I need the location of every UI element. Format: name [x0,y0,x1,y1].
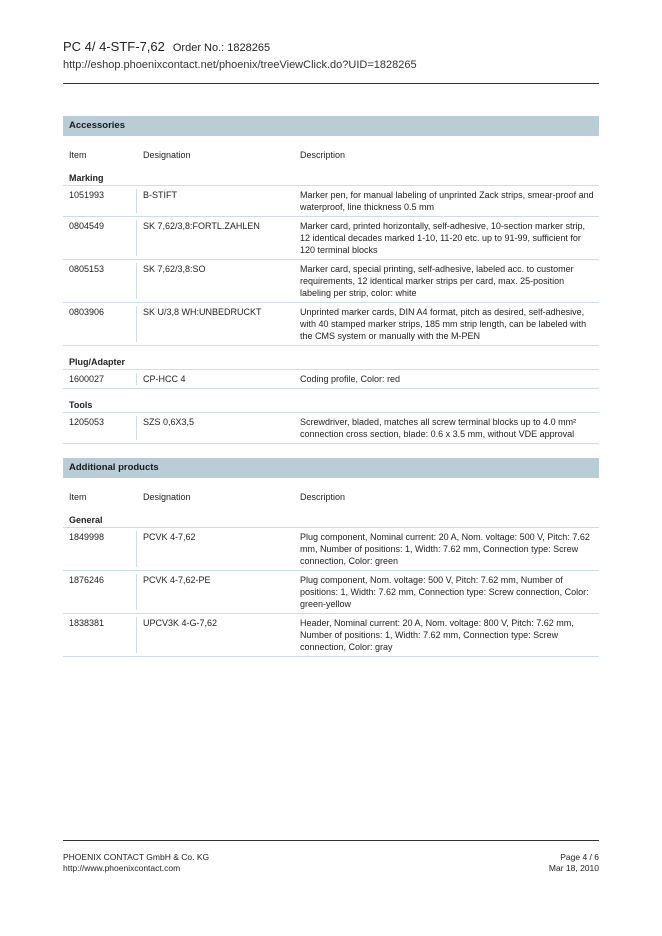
footer-date: Mar 18, 2010 [548,863,599,873]
title-line [63,38,599,57]
additional-groups [63,513,599,657]
row-item-number: 1849998 [63,531,137,567]
group-title: General [63,513,599,528]
table-row [63,217,599,260]
table-row [63,528,599,571]
section-additional-title: Additional products [63,458,599,478]
row-item-number: 1876246 [63,574,137,610]
row-item-number: 1600027 [63,373,137,385]
column-item: Item [69,150,87,160]
row-designation: CP-HCC 4 [143,374,186,384]
row-designation: SK 7,62/3,8:SO [143,264,206,274]
column-designation: Designation [143,492,191,502]
column-designation: Designation [143,150,191,160]
group-title: Marking [63,171,599,186]
table-row [63,260,599,303]
footer-website[interactable]: http://www.phoenixcontact.com [63,863,181,873]
order-number: Order No.: 1828265 [172,42,271,54]
table-row [63,370,599,389]
row-designation: PCVK 4-7,62-PE [143,575,211,585]
page-header [63,38,599,72]
row-item-number: 1205053 [63,416,137,440]
row-description: Header, Nominal current: 20 A, Nom. voltage: 800 V, Pitch: 7.62 mm, Number of positions: 1, Width: 7.62 mm, Connection type: Screw connection, Color: gray [300,618,574,652]
content [63,116,599,657]
row-designation: UPCV3K 4-G-7,62 [143,618,218,628]
row-description: Plug component, Nominal current: 20 A, Nom. voltage: 500 V, Pitch: 7.62 mm, Number of positions: 1, Width: 7.62 mm, Connection type: Screw connection, Color: green [300,532,590,566]
row-designation: PCVK 4-7,62 [143,532,196,542]
group-title: Plug/Adapter [63,355,599,370]
footer-company: PHOENIX CONTACT GmbH & Co. KG [63,852,210,862]
row-designation: SZS 0,6X3,5 [143,417,195,427]
table-row [63,413,599,444]
table-row [63,186,599,217]
row-designation: SK U/3,8 WH:UNBEDRUCKT [143,307,262,317]
row-description: Unprinted marker cards, DIN A4 format, pitch as desired, self-adhesive, with 40 stamped marker strips, 185 mm strip length, can be labeled with the CMS system or manually with the M-PEN [300,307,587,341]
row-designation: B-STIFT [143,190,177,200]
table-row [63,614,599,657]
row-description: Screwdriver, bladed, matches all screw terminal blocks up to 4.0 mm² connection cross section, blade: 0.6 x 3.5 mm, without VDE approval [300,417,577,439]
additional-column-headers [63,491,599,507]
row-item-number: 0805153 [63,263,137,299]
table-row [63,571,599,614]
column-item: Item [69,492,87,502]
row-description: Plug component, Nom. voltage: 500 V, Pitch: 7.62 mm, Number of positions: 1, Width: 7.62 mm, Connection type: Screw connection, Color: green-yellow [300,575,589,609]
row-description: Coding profile, Color: red [300,374,401,384]
accessories-groups [63,171,599,444]
footer-page-number: Page 4 / 6 [560,852,599,862]
row-description: Marker pen, for manual labeling of unprinted Zack strips, smear-proof and waterproof, line thickness 0.5 mm [300,190,594,212]
column-description: Description [300,492,346,502]
column-description: Description [300,150,346,160]
group-title: Tools [63,398,599,413]
row-item-number: 0803906 [63,306,137,342]
row-item-number: 1838381 [63,617,137,653]
product-title: PC 4/ 4-STF-7,62 [63,39,165,54]
accessories-column-headers [63,149,599,165]
row-item-number: 0804549 [63,220,137,256]
section-accessories-title: Accessories [63,116,599,136]
table-row [63,303,599,346]
row-designation: SK 7,62/3,8:FORTL.ZAHLEN [143,221,260,231]
row-description: Marker card, printed horizontally, self-adhesive, 10-section marker strip, 12 identical decades marked 1-10, 11-20 etc. up to 91-99, sufficient for 120 terminal blocks [300,221,585,255]
product-url[interactable]: http://eshop.phoenixcontact.net/phoenix/treeViewClick.do?UID=1828265 [63,59,417,71]
header-divider [63,83,599,84]
footer-divider [63,840,599,841]
row-item-number: 1051993 [63,189,137,213]
row-description: Marker card, special printing, self-adhesive, labeled acc. to customer requirements, 12 identical marker strips per card, max. 25-position labeling per strip, color: white [300,264,574,298]
